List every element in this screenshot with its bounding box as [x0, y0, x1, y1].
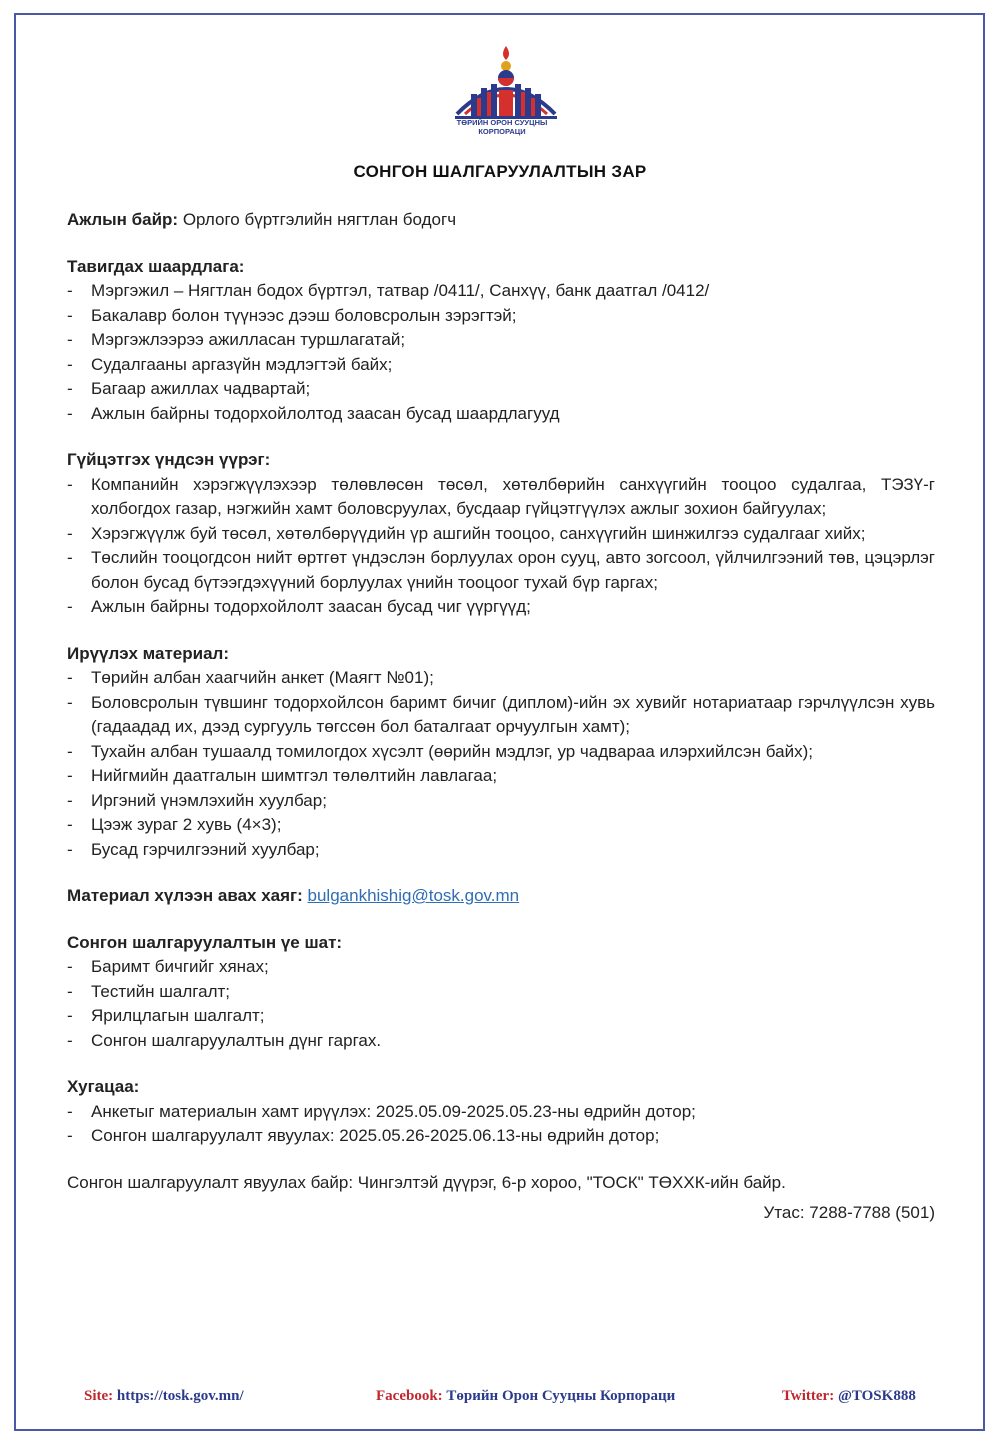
list-item: - Баримт бичгийг хянах;	[67, 955, 935, 980]
list-item: - Нийгмийн даатгалын шимтгэл төлөлтийн лавлагаа;	[67, 764, 935, 789]
list-item: - Цээж зураг 2 хувь (4×3);	[67, 813, 935, 838]
footer-site-value: https://tosk.gov.mn/	[113, 1388, 244, 1404]
list-item: - Сонгон шалгаруулалт явуулах: 2025.05.26-2025.06.13-ны өдрийн дотор;	[67, 1124, 935, 1149]
footer-facebook[interactable]	[376, 1388, 675, 1405]
duties-list	[67, 473, 935, 620]
list-item: - Бусад гэрчилгээний хуулбар;	[67, 838, 935, 863]
list-item: - Төрийн албан хаагчийн анкет (Маягт №01);	[67, 666, 935, 691]
deadline-section	[67, 1075, 935, 1149]
requirements-heading: Тавигдах шаардлага:	[67, 256, 245, 276]
footer-twitter[interactable]	[782, 1388, 916, 1405]
submission-label: Материал хүлээн авах хаяг:	[67, 886, 303, 905]
logo-caption-line1: ТӨРИЙН ОРОН СУУЦНЫ	[456, 118, 548, 127]
footer-site-label: Site:	[84, 1388, 114, 1404]
footer-facebook-value: Төрийн Орон Сууцны Корпораци	[442, 1388, 676, 1404]
footer-facebook-label: Facebook:	[376, 1388, 443, 1404]
footer-twitter-label: Twitter:	[782, 1388, 835, 1404]
deadline-heading: Хугацаа:	[67, 1077, 140, 1096]
list-item: - Боловсролын түвшинг тодорхойлсон баримт бичиг (диплом)-ийн эх хувийг нотариатаар гэрчлүүлсэн хувь (гадаадад их, дээд сургууль төгссөн бол баталгаат орчуулгын хамт);	[67, 691, 935, 740]
stages-list	[67, 955, 935, 1053]
duties-section	[67, 448, 935, 620]
submission-section	[67, 884, 935, 909]
submission-email-link[interactable]: bulgankhishig@tosk.gov.mn	[307, 886, 520, 905]
materials-heading: Ирүүлэх материал:	[67, 643, 229, 663]
logo-caption	[432, 118, 572, 136]
requirements-section	[67, 255, 935, 427]
list-item: - Иргэний үнэмлэхийн хуулбар;	[67, 789, 935, 814]
list-item: - Компанийн хэрэгжүүлэхээр төлөвлөсөн төсөл, хөтөлбөрийн санхүүгийн тооцоо судалгаа, ТЭЗҮ-г холбогдох газар, нэгжийн хамт боловсруулах, бусдаар гүйцэтгүүлэх ажлыг зохион байгуулах;	[67, 473, 935, 522]
list-item: - Тухайн албан тушаалд томилогдох хүсэлт (өөрийн мэдлэг, ур чадвараа илэрхийлсэн байх);	[67, 740, 935, 765]
list-item: - Сонгон шалгаруулалтын дүнг гаргах.	[67, 1029, 935, 1054]
materials-list	[67, 666, 935, 862]
footer-twitter-value: @TOSK888	[834, 1388, 916, 1404]
requirements-list	[67, 279, 935, 426]
list-item: - Төслийн тооцогдсон нийт өртгөт үндэслэн борлуулах орон сууц, авто зогсоол, үйлчилгээний төв, цэцэрлэг болон бусад бүтээгдэхүүний борлуулах үнийн тооцоог тухай бүр гаргах;	[67, 546, 935, 595]
footer-site[interactable]	[84, 1388, 244, 1405]
materials-section	[67, 642, 935, 863]
job-value: Орлого бүртгэлийн нягтлан бодогч	[178, 210, 457, 229]
list-item: - Судалгааны аргазүйн мэдлэгтэй байх;	[67, 353, 935, 378]
list-item: - Хэрэгжүүлж буй төсөл, хөтөлбөрүүдийн үр ашгийн тооцоо, санхүүгийн шинжилгээ судалгааг хийх;	[67, 522, 935, 547]
deadline-list	[67, 1100, 935, 1149]
list-item: - Ярилцлагын шалгалт;	[67, 1004, 935, 1029]
job-section	[67, 208, 935, 233]
list-item: - Бакалавр болон түүнээс дээш боловсролын зэрэгтэй;	[67, 304, 935, 329]
duties-heading: Гүйцэтгэх үндсэн үүрэг:	[67, 450, 271, 469]
location-text: Сонгон шалгаруулалт явуулах байр: Чингэлтэй дүүрэг, 6-р хороо, "ТОСК" ТӨХХК-ийн байр.	[67, 1172, 786, 1192]
list-item: - Ажлын байрны тодорхойлолт заасан бусад чиг үүргүүд;	[67, 595, 935, 620]
location-section	[67, 1171, 935, 1226]
logo-caption-line2: КОРПОРАЦИ	[478, 127, 526, 136]
job-label: Ажлын байр:	[67, 210, 179, 229]
page-title: СОНГОН ШАЛГАРУУЛАЛТЫН ЗАР	[353, 162, 647, 181]
list-item: - Мэргэжил – Нягтлан бодох бүртгэл, татвар /0411/, Санхүү, банк даатгал /0412/	[67, 279, 935, 304]
list-item: - Багаар ажиллах чадвартай;	[67, 377, 935, 402]
list-item: - Ажлын байрны тодорхойлолтод заасан бусад шаардлагууд	[67, 402, 935, 427]
stages-section	[67, 931, 935, 1054]
stages-heading: Сонгон шалгаруулалтын үе шат:	[67, 932, 343, 952]
announcement-body	[67, 208, 935, 1226]
list-item: - Мэргэжлээрээ ажилласан туршлагатай;	[67, 328, 935, 353]
list-item: - Анкетыг материалын хамт ирүүлэх: 2025.05.09-2025.05.23-ны өдрийн дотор;	[67, 1100, 935, 1125]
list-item: - Тестийн шалгалт;	[67, 980, 935, 1005]
phone-text: Утас: 7288-7788 (501)	[763, 1203, 935, 1222]
